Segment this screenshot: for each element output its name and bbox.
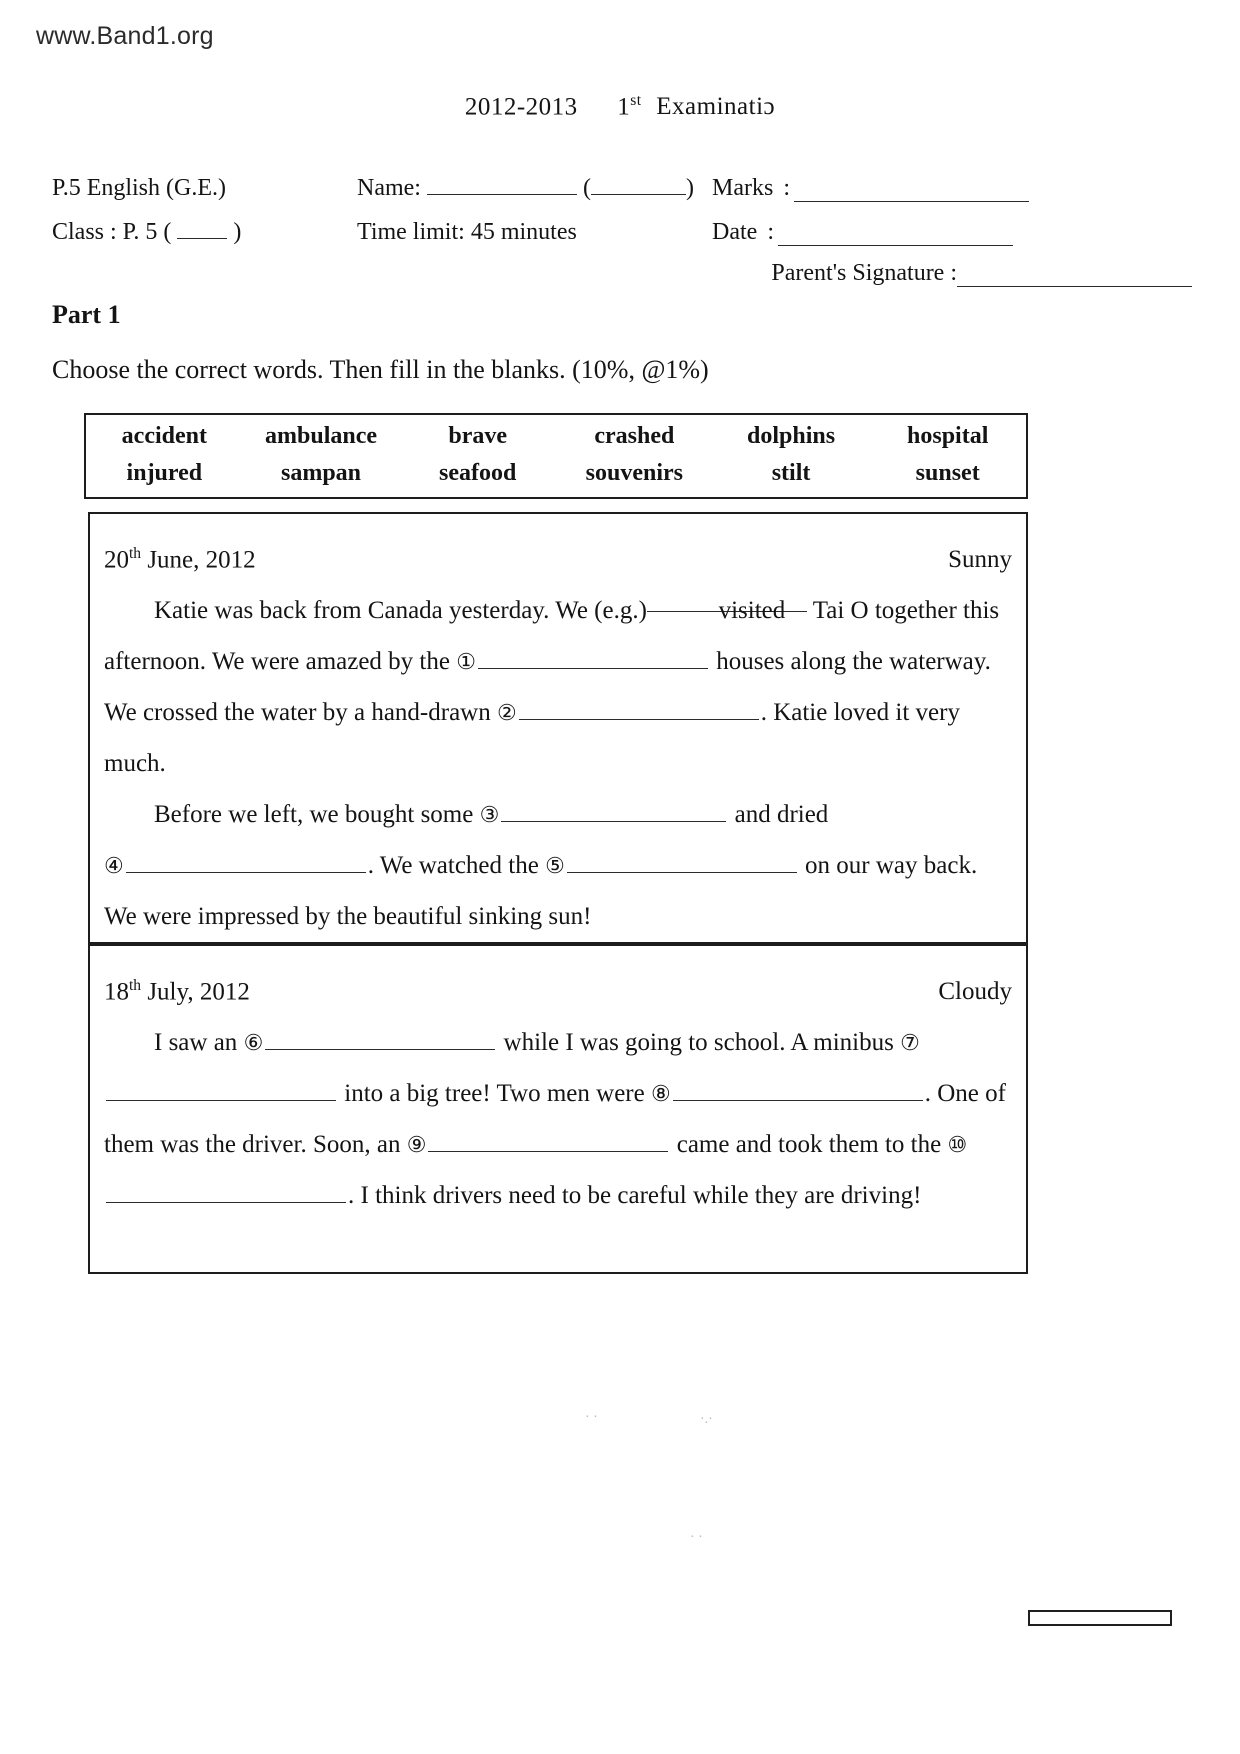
- diary-1-text: . We watched the: [367, 852, 539, 880]
- info-row-2: [52, 216, 1192, 246]
- class-label: Class : P. 5 (: [52, 219, 172, 245]
- word-bank-row-1: [86, 423, 1026, 450]
- exam-ordinal-suffix: st: [630, 92, 642, 109]
- diary-2-weather: Cloudy: [938, 978, 1012, 1006]
- blank-input-1[interactable]: [478, 644, 708, 669]
- diary-2-header: [104, 960, 1012, 1017]
- blank-number-3: ③: [479, 802, 500, 828]
- scan-speck: · ·: [690, 1530, 703, 1545]
- word-bank: [84, 413, 1028, 499]
- blank-number-8: ⑧: [650, 1081, 671, 1107]
- diary-1-text: this afternoon. We were amazed by the: [104, 597, 1000, 676]
- info-row-1: [52, 172, 1192, 202]
- name-field-group: [357, 174, 712, 202]
- blank-input-10[interactable]: [106, 1178, 346, 1203]
- diary-1-text: and dried: [734, 801, 829, 829]
- blank-input-2[interactable]: [519, 695, 759, 720]
- signature-field-group: [52, 260, 1192, 287]
- parent-signature-label: Parent's Signature :: [771, 260, 957, 286]
- diary-1-text: . Katie: [760, 699, 828, 727]
- diary-1-paragraph-1: [104, 585, 1012, 789]
- word-bank-word: seafood: [439, 460, 517, 486]
- word-bank-word: dolphins: [746, 423, 836, 449]
- class-field-group: [52, 218, 357, 246]
- name-paren-close: ): [685, 175, 694, 201]
- blank-input-5[interactable]: [567, 848, 797, 873]
- name-paren-open: (: [582, 175, 591, 201]
- diary-2-text: of them was the driver. Soon, an: [104, 1080, 1006, 1159]
- word-bank-word: accident: [121, 423, 207, 449]
- blank-input-3[interactable]: [501, 797, 726, 822]
- diary-2-text: into a big tree! Two men were: [344, 1080, 645, 1108]
- date-colon: :: [767, 219, 774, 245]
- scan-speck: ·.·: [700, 1412, 713, 1427]
- diary-1-weather: Sunny: [948, 546, 1012, 574]
- date-input-line[interactable]: [778, 225, 1013, 246]
- exam-ordinal-number: 1: [617, 93, 631, 121]
- word-bank-word: ambulance: [265, 423, 378, 449]
- marks-field-group: [712, 175, 1192, 202]
- word-bank-word: crashed: [594, 423, 675, 449]
- marks-colon: :: [783, 175, 790, 201]
- blank-input-9[interactable]: [428, 1127, 668, 1152]
- header-info-block: [52, 172, 1192, 287]
- time-limit-label: Time limit: 45 minutes: [357, 219, 577, 245]
- diary-1-text: We were impressed by the beautiful sinking sun!: [104, 903, 592, 931]
- word-bank-word: souvenirs: [585, 460, 684, 486]
- diary-1-text: houses along the: [716, 648, 883, 676]
- blank-input-7[interactable]: [106, 1076, 336, 1101]
- class-paren-close: ): [233, 219, 242, 245]
- blank-input-4[interactable]: [126, 848, 366, 873]
- part-heading: Part 1: [52, 300, 121, 329]
- blank-number-1: ①: [456, 649, 476, 675]
- blank-input-6[interactable]: [265, 1025, 495, 1050]
- name-class-number-line[interactable]: [591, 174, 686, 195]
- diary-2-date: 18th July, 2012: [104, 977, 250, 1006]
- parent-signature-line[interactable]: [957, 266, 1192, 287]
- marks-label: Marks: [712, 175, 774, 201]
- word-bank-row-2: [86, 460, 1026, 487]
- diary-1-text: Katie was back from Canada yesterday. We (e.g.): [154, 597, 647, 625]
- date-field-group: [712, 219, 1192, 246]
- diary-1-header: [104, 528, 1012, 585]
- diary-1-paragraph-2: [104, 789, 1012, 840]
- diary-1-date: 20th June, 2012: [104, 545, 256, 574]
- word-bank-word: injured: [126, 460, 203, 486]
- exam-word: Examinatiɔ: [656, 93, 776, 121]
- scan-speck: · ·: [585, 1410, 598, 1425]
- exam-title: [0, 92, 1240, 121]
- site-watermark: www.Band1.org: [36, 22, 214, 50]
- subject-label: P.5 English (G.E.): [52, 175, 226, 201]
- blank-input-8[interactable]: [673, 1076, 923, 1101]
- date-label: Date: [712, 219, 758, 245]
- diary-1-text: on our way back.: [805, 852, 978, 880]
- diary-1-paragraph-3: [104, 840, 1012, 942]
- scan-bottom-marker: [1028, 1610, 1172, 1626]
- class-input-line[interactable]: [177, 218, 227, 239]
- name-label: Name:: [357, 175, 421, 201]
- diary-2-text: I saw an: [154, 1029, 238, 1057]
- name-input-line[interactable]: [427, 174, 577, 195]
- diary-2-text: came and took them to the: [676, 1131, 942, 1159]
- blank-number-6: ⑥: [243, 1030, 264, 1056]
- diary-2-paragraph-1: [104, 1017, 1012, 1221]
- diary-2-text: . I think drivers need to be careful while they are driving!: [348, 1182, 922, 1210]
- diary-1-text: Before we left, we bought some: [154, 801, 474, 829]
- blank-number-10: ⑩: [947, 1132, 968, 1158]
- blank-number-4: ④: [104, 853, 124, 879]
- diary-entry-june: [88, 512, 1028, 944]
- exam-years: 2012-2013: [464, 93, 578, 121]
- word-bank-word: stilt: [771, 460, 811, 486]
- blank-number-5: ⑤: [545, 853, 565, 879]
- blank-number-7: ⑦: [900, 1030, 920, 1056]
- example-answer: visited: [647, 585, 807, 612]
- diary-1-text: loved it very much.: [104, 699, 960, 778]
- marks-input-line[interactable]: [794, 181, 1029, 202]
- word-bank-word: hospital: [907, 423, 989, 449]
- diary-entry-july: [88, 944, 1028, 1274]
- word-bank-word: sunset: [915, 460, 980, 486]
- diary-2-text: . One: [924, 1080, 979, 1108]
- part-instruction: Choose the correct words. Then fill in the blanks. (10%, @1%): [52, 355, 709, 384]
- diary-2-text: while I was going to school. A minibus: [503, 1029, 894, 1057]
- diary-1-text: waterway. We crossed the water by a hand-drawn: [104, 648, 991, 727]
- word-bank-word: sampan: [280, 460, 362, 486]
- diary-1-text: Tai O together: [812, 597, 957, 625]
- blank-number-2: ②: [496, 700, 517, 726]
- word-bank-word: brave: [448, 423, 507, 449]
- blank-number-9: ⑨: [406, 1132, 427, 1158]
